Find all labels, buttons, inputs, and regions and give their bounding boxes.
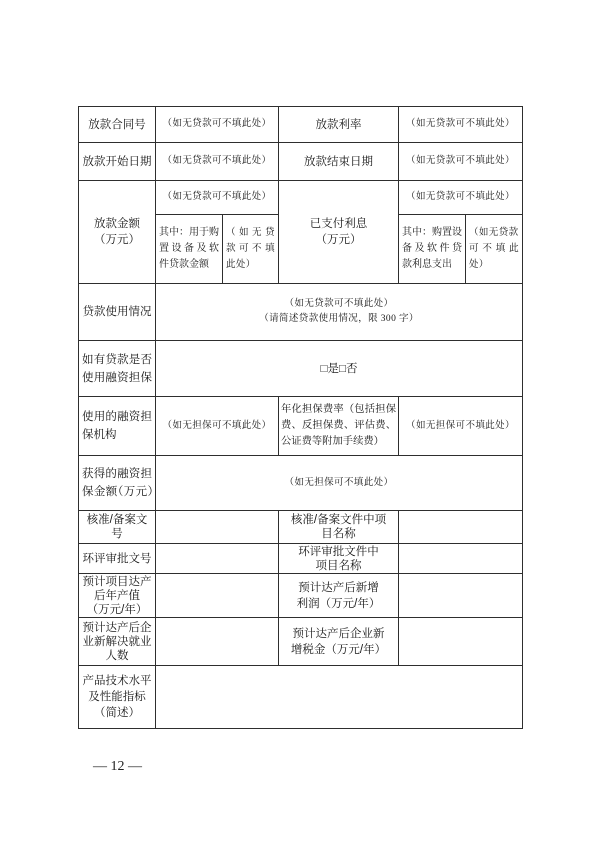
loan-amount-field: （如无贷款可不填此处） <box>156 181 279 215</box>
page-number: — 12 — <box>93 759 142 774</box>
loan-usage-label: 贷款使用情况 <box>79 284 156 341</box>
new-jobs-label-line: 业新解决就业 <box>82 635 152 648</box>
equipment-interest-field <box>466 215 523 284</box>
approval-project-name-label-line: 目名称 <box>321 528 356 540</box>
new-jobs-label-line: 人数 <box>105 649 129 662</box>
eia-project-name-label-line: 环评审批文件中 <box>298 545 379 558</box>
guarantee-institution-label-line: 保机构 <box>82 429 117 441</box>
guarantee-institution-label <box>79 397 156 456</box>
row-jobs-tax <box>79 618 523 666</box>
eia-project-name-label <box>279 544 399 574</box>
tech-description-label-line: 产品技术水平 <box>82 675 152 687</box>
row-guarantee-amount <box>79 456 523 511</box>
annual-output-label-line: 预计项目达产 <box>82 575 152 588</box>
row-loan-usage <box>79 284 523 341</box>
eia-no-label: 环评审批文号 <box>79 544 156 574</box>
approval-no-label: 核准/备案文号 <box>79 511 156 544</box>
loan-amount-label-line: （万元） <box>94 234 140 246</box>
interest-paid-field: （如无贷款可不填此处） <box>399 181 523 215</box>
equipment-loan-amount-field-line: 此处） <box>226 260 256 270</box>
equipment-interest-label-line: 备及软件贷 <box>402 243 462 254</box>
equipment-loan-amount-field-line: 款可不填 <box>226 244 275 254</box>
interest-paid-label-line: 已支付利息 <box>309 218 368 230</box>
row-guarantee-institution <box>79 397 523 456</box>
equipment-interest-field-line: 可不填此 <box>469 244 519 254</box>
guarantee-amount-label-line: 获得的融资担 <box>82 468 152 480</box>
guarantee-fee-rate-label-line: 公证费等附加手续费） <box>281 436 384 447</box>
new-tax-label <box>279 618 399 666</box>
approval-project-name-label <box>279 511 399 544</box>
row-approval <box>79 511 523 544</box>
row-eia <box>79 544 523 574</box>
tech-description-label-line: （简述） <box>94 707 140 719</box>
new-jobs-field <box>156 618 279 666</box>
approval-project-name-field <box>399 511 523 544</box>
equipment-loan-amount-field-line: （如无贷 <box>226 228 275 238</box>
annual-output-label-line: （万元/年） <box>86 603 148 616</box>
equipment-loan-amount-label-line: 置设备及软 <box>159 243 219 254</box>
loan-project-form-table <box>78 106 523 729</box>
tech-description-label-line: 及性能指标 <box>88 691 146 703</box>
loan-amount-label-line: 放款金额 <box>94 218 140 230</box>
guarantee-used-label <box>79 341 156 397</box>
new-profit-label-line: 利润（万元/年） <box>296 597 381 610</box>
loan-rate-field: （如无贷款可不填此处） <box>399 107 523 143</box>
equipment-loan-amount-label-line: 其中：用于购 <box>159 227 219 238</box>
equipment-interest-label-line: 款利息支出 <box>402 259 452 270</box>
guarantee-fee-rate-label <box>279 397 399 456</box>
new-jobs-label <box>79 618 156 666</box>
row-loan-amount-interest <box>79 181 523 215</box>
guarantee-institution-field: （如无担保可不填此处） <box>156 397 279 456</box>
new-profit-label-line: 预计达产后新增 <box>298 581 379 594</box>
loan-end-date-field: （如无贷款可不填此处） <box>399 143 523 181</box>
equipment-interest-field-line: （如无贷款 <box>469 228 519 238</box>
guarantee-fee-rate-label-line: 费、反担保费、评估费、 <box>281 420 396 431</box>
loan-usage-field-line: （如无贷款可不填此处） <box>284 299 394 309</box>
interest-paid-label-line: （万元） <box>315 234 362 246</box>
tech-description-label <box>79 666 156 729</box>
loan-start-date-label: 放款开始日期 <box>79 143 156 181</box>
annual-output-label-line: 后年产值 <box>94 589 140 602</box>
loan-usage-field-line: （请简述贷款使用情况，限 300 字） <box>259 314 419 324</box>
guarantee-amount-label-line: 保金额（万元） <box>82 486 152 498</box>
new-tax-field <box>399 618 523 666</box>
new-profit-label <box>279 574 399 618</box>
new-profit-field <box>399 574 523 618</box>
equipment-interest-field-line: 处） <box>469 260 489 270</box>
equipment-interest-label <box>399 215 466 284</box>
guarantee-fee-rate-label-line: 年化担保费率（包括担保 <box>281 404 396 415</box>
tech-description-field <box>156 666 523 729</box>
loan-rate-label: 放款利率 <box>279 107 399 143</box>
loan-start-date-field: （如无贷款可不填此处） <box>156 143 279 181</box>
loan-contract-no-label: 放款合同号 <box>79 107 156 143</box>
annual-output-field <box>156 574 279 618</box>
guarantee-fee-rate-field: （如无担保可不填此处） <box>399 397 523 456</box>
eia-project-name-label-line: 项目名称 <box>315 559 362 572</box>
equipment-loan-amount-field <box>223 215 279 284</box>
loan-contract-no-field: （如无贷款可不填此处） <box>156 107 279 143</box>
loan-end-date-label: 放款结束日期 <box>279 143 399 181</box>
approval-project-name-label-line: 核准/备案文件中项 <box>290 514 387 526</box>
row-loan-dates <box>79 143 523 181</box>
loan-usage-field <box>156 284 523 341</box>
eia-no-field <box>156 544 279 574</box>
loan-amount-label <box>79 181 156 284</box>
interest-paid-label <box>279 181 399 284</box>
guarantee-used-label-line: 使用融资担保 <box>82 371 152 384</box>
annual-output-label <box>79 574 156 618</box>
guarantee-amount-field: （如无担保可不填此处） <box>156 456 523 511</box>
equipment-interest-label-line: 其中：购置设 <box>402 227 462 238</box>
row-guarantee-used <box>79 341 523 397</box>
guarantee-used-label-line: 如有贷款是否 <box>82 353 152 366</box>
row-tech-description <box>79 666 523 729</box>
equipment-loan-amount-label-line: 件贷款金额 <box>159 259 209 270</box>
row-loan-contract-rate <box>79 107 523 143</box>
new-tax-label-line: 增税金（万元/年） <box>290 643 387 656</box>
equipment-loan-amount-label <box>156 215 223 284</box>
approval-no-field <box>156 511 279 544</box>
guarantee-used-checkboxes: □是□否 <box>156 341 523 397</box>
new-tax-label-line: 预计达产后企业新 <box>292 627 385 640</box>
row-output-profit <box>79 574 523 618</box>
new-jobs-label-line: 预计达产后企 <box>82 621 152 634</box>
guarantee-institution-label-line: 使用的融资担 <box>82 411 152 423</box>
guarantee-amount-label <box>79 456 156 511</box>
eia-project-name-field <box>399 544 523 574</box>
